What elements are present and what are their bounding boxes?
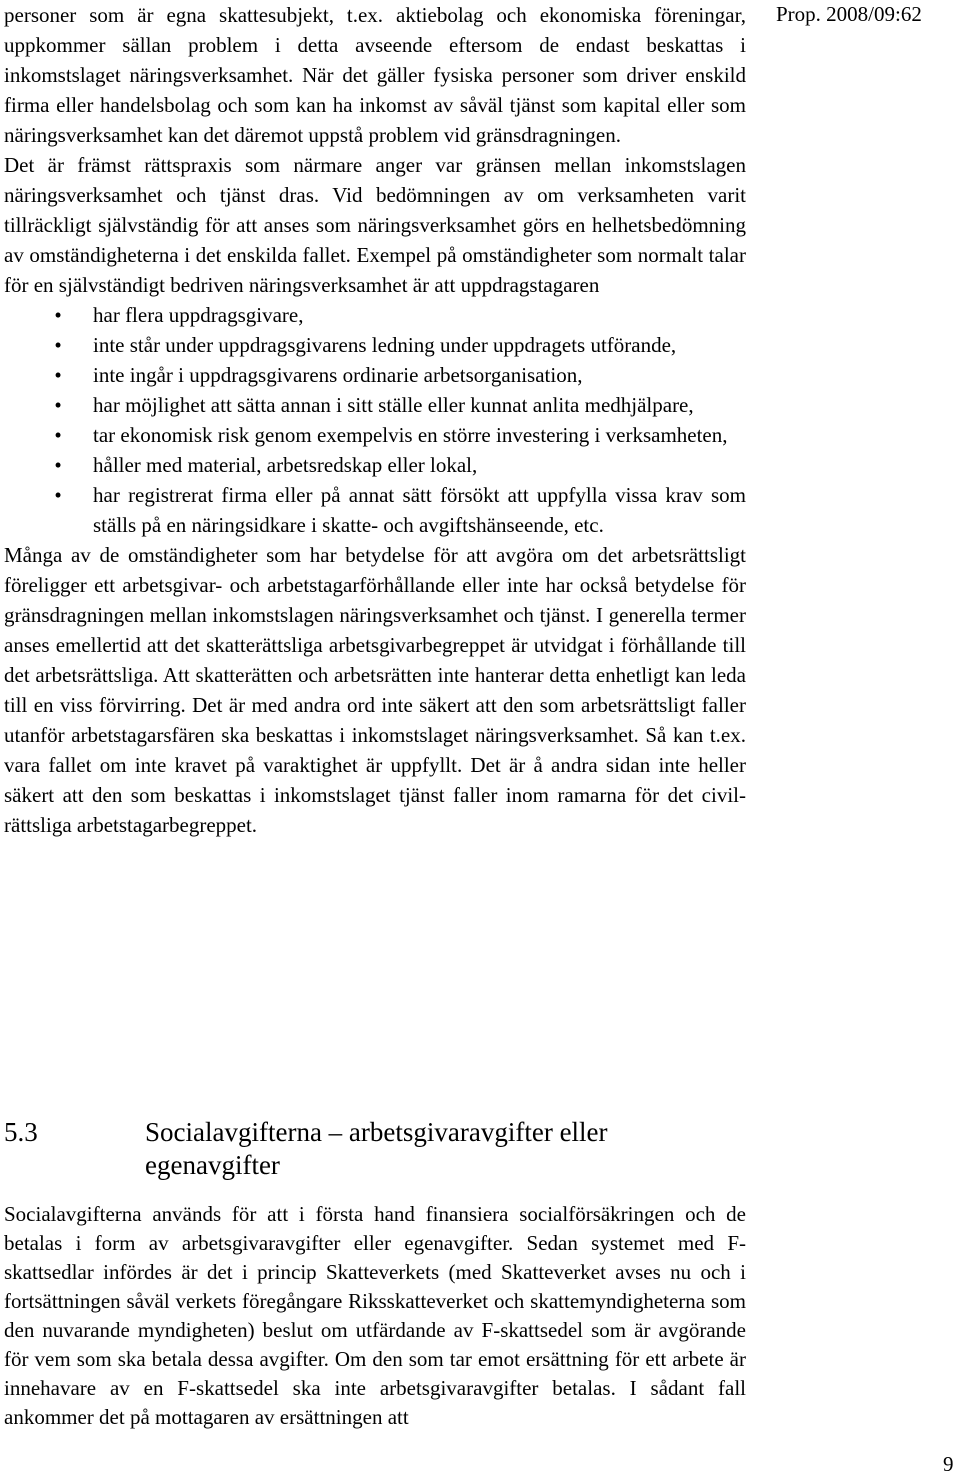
bullet-icon: • [54, 393, 62, 417]
proposition-reference: Prop. 2008/09:62 [776, 2, 922, 26]
list-item-text: har registrerat firma eller på annat sätt försökt att uppfylla vissa krav som ställs på en näringsidkare i skatte- och avgiftshänseende, etc. [93, 483, 746, 537]
after-list-paragraph: Många av de omständigheter som har betydelse för att avgöra om det arbetsrättsligt föreligger ett arbetsgivar- och arbetstagarförhållande eller inte har också betydelse för gränsdragningen mellan inkomstslagen näringsverksamhet och tjänst. I generella termer anses emellertid att det skatterättsliga arbetsgivarbegreppet är utvidgat i förhållande till det arbetsrättsliga. Att skatterätten och arbetsrätten inte hanterar detta enhetligt kan leda till en viss förvirring. Det är med andra ord inte säkert att den som arbetsrättsligt faller utanför arbetstagarsfären ska beskattas i inkomstslaget näringsverksamhet. Så kan t.ex. vara fallet om inte kravet på varaktighet är uppfyllt. Det är å andra sidan inte heller säkert att den som beskattas i inkomstslaget tjänst faller inom ramarna för det civilrättsliga arbetstagarbegreppet. [4, 543, 746, 837]
bullet-icon: • [54, 363, 62, 387]
page-number: 9 [943, 1452, 954, 1476]
section-title: Socialavgifterna – arbetsgivaravgifter eller egenavgifter [145, 1117, 608, 1180]
list-item [4, 420, 746, 450]
list-item-text: inte ingår i uppdragsgivarens ordinarie arbetsorganisation, [93, 363, 583, 387]
intro-paragraph: personer som är egna skattesubjekt, t.ex. aktiebolag och ekonomiska föreningar, uppkommer sällan problem i detta avseende eftersom de endast beskattas i inkomstslaget näringsverksamhet. När det gäller fysiska personer som driver enskild firma eller handelsbolag och som kan ha inkomst av såväl tjänst som kapital eller som näringsverksamhet kan det däremot uppstå problem vid gränsdragningen. [4, 3, 746, 147]
section-paragraph: Socialavgifterna används för att i första hand finansiera socialförsäkringen och de betalas i form av arbetsgivaravgifter eller egenavgifter. Sedan systemet med F-skattsedlar infördes är det i princip Skatteverkets (med Skatteverket avses nu och i fortsättningen såväl verkets föregångare Riksskatteverket och skattemyndigheterna som den nuvarande myndigheten) beslut om utfärdande av F-skattsedel som är avgörande för vem som ska betala dessa avgifter. Om den som tar emot ersättning för ett arbete är innehavare av en F-skattsedel ska inte arbetsgivaravgifter betalas. I sådant fall ankommer det på mottagaren av ersättningen att [4, 1202, 746, 1429]
list-item [4, 360, 746, 390]
section-body [4, 1200, 746, 1432]
list-item [4, 390, 746, 420]
bullet-icon: • [54, 423, 62, 447]
section-number: 5.3 [4, 1117, 38, 1147]
bullet-icon: • [54, 333, 62, 357]
list-item-text: har flera uppdragsgivare, [93, 303, 304, 327]
list-item-text: tar ekonomisk risk genom exempelvis en större investering i verksamheten, [93, 423, 728, 447]
list-item-text: har möjlighet att sätta annan i sitt ställe eller kunnat anlita medhjälpare, [93, 393, 694, 417]
list-item [4, 480, 746, 540]
list-item [4, 330, 746, 360]
body-text [4, 0, 746, 840]
bullet-icon: • [54, 303, 62, 327]
list-item [4, 300, 746, 330]
list-item [4, 450, 746, 480]
section-heading [4, 1116, 746, 1182]
criteria-list [4, 300, 746, 540]
list-item-text: inte står under uppdragsgivarens ledning under uppdragets utförande, [93, 333, 677, 357]
bullet-icon: • [54, 483, 62, 507]
bullet-icon: • [54, 453, 62, 477]
practice-paragraph: Det är främst rättspraxis som närmare anger var gränsen mellan inkomstslagen näringsverksamhet och tjänst dras. Vid bedömningen av om verksamheten varit tillräckligt självständig för att anses som näringsverksamhet görs en helhetsbedömning av omständigheterna i det enskilda fallet. Exempel på omständigheter som normalt talar för en självständigt bedriven näringsverksamhet är att uppdragstagaren [4, 153, 746, 297]
list-item-text: håller med material, arbetsredskap eller lokal, [93, 453, 478, 477]
